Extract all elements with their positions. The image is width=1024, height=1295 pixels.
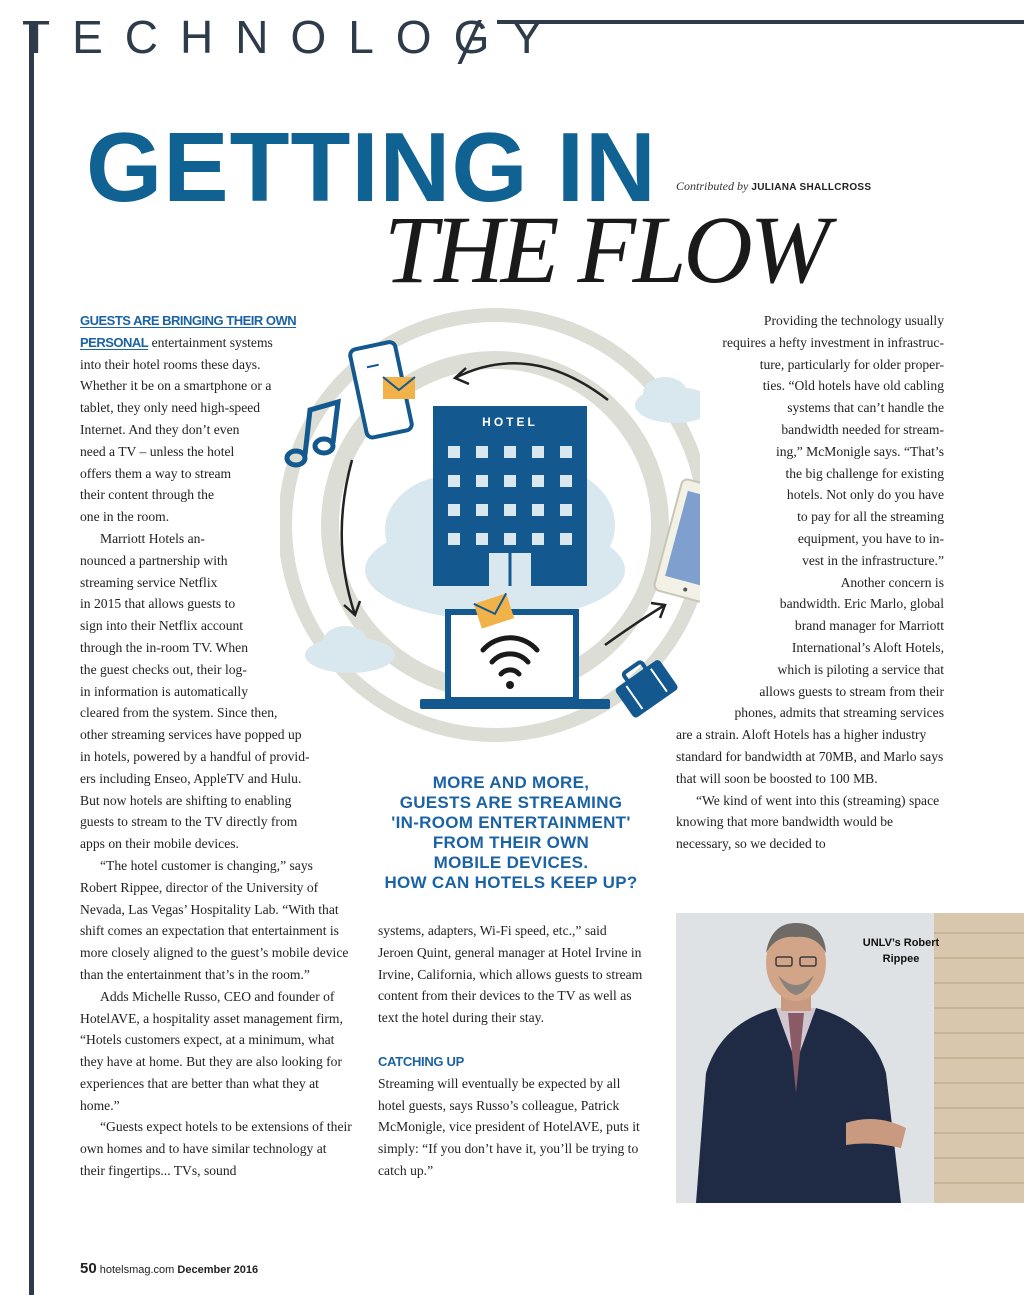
text-line: their content through the (80, 487, 215, 503)
lead-in-line-2: PERSONAL (80, 334, 149, 350)
text-line: phones, admits that streaming services (734, 705, 944, 721)
paragraph: Adds Michelle Russo, CEO and founder of HotelAVE, a hospitality asset management firm, “Hotels customers expect, at a minimum, what they have at home. But they are also looking for experiences that are better than what they at home.” (80, 988, 343, 1113)
section-label: TECHNOLOGY (22, 11, 565, 63)
text-line: apps on their mobile devices. (80, 836, 239, 852)
text-line: ture, particularly for older proper- (759, 356, 944, 372)
text-line: in 2015 that allows guests to (80, 596, 236, 612)
page-footer (80, 1260, 258, 1277)
text-line: Marriott Hotels an- (100, 530, 205, 546)
suitcase-icon (610, 652, 679, 719)
text-line: the big challenge for existing (785, 465, 944, 481)
pull-quote-line: HOW CAN HOTELS KEEP UP? (384, 873, 638, 892)
pull-quote-line: FROM THEIR OWN (432, 833, 590, 852)
text-line: through the in-room TV. When (80, 639, 249, 655)
paragraph: “The hotel customer is changing,” says Robert Rippee, director of the University of Nevada, Las Vegas’ Hospitality Lab. “With that shift comes an expectation that entertainment is more closely aligned to the guest’s mobile device than the entertainment that’s in the room.” (80, 857, 349, 982)
article-column-2 (378, 920, 643, 1182)
text-line: into their hotel rooms these days. (80, 356, 261, 372)
portrait-photo (676, 913, 1024, 1203)
lead-in-line-1: GUESTS ARE BRINGING THEIR OWN (80, 313, 297, 328)
pull-quote (366, 773, 656, 893)
text-line: systems that can’t handle the (787, 400, 944, 416)
text-line: need a TV – unless the hotel (80, 443, 235, 459)
pull-quote-line: 'IN-ROOM ENTERTAINMENT' (391, 813, 631, 832)
text-line: nounced a partnership with (80, 552, 228, 568)
byline (676, 179, 871, 194)
text-line: the guest checks out, their log- (80, 661, 247, 677)
section-top-rule (497, 20, 1024, 24)
text-line: equipment, you have to in- (797, 530, 944, 546)
paragraph (80, 528, 352, 855)
byline-lead: Contributed by (676, 179, 749, 193)
photo-robert-rippee (676, 913, 1024, 1203)
text-line: hotels. Not only do you have (786, 487, 944, 503)
text-line: guests to stream to the TV directly from (80, 814, 298, 830)
footer-date: December 2016 (177, 1264, 259, 1276)
text-line: But now hotels are shifting to enabling (80, 792, 292, 808)
section-left-rule (29, 22, 34, 1295)
paragraph: systems, adapters, Wi-Fi speed, etc.,” said Jeroen Quint, general manager at Hotel Irvine in Irvine, California, which allows guests to stream content from their devices to the TV as well as text the hotel during their stay. (378, 923, 643, 1026)
text-line: brand manager for Marriott (794, 618, 944, 634)
text-line: Another concern is (840, 574, 944, 590)
text-line: ers including Enseo, AppleTV and Hulu. (80, 770, 302, 786)
text-line: International’s Aloft Hotels, (791, 639, 944, 655)
text-line: Whether it be on a smartphone or a (80, 378, 272, 394)
text-line: which is piloting a service that (777, 661, 944, 677)
text-line: other streaming services have popped up (80, 727, 302, 743)
paragraph: are a strain. Aloft Hotels has a higher industry standard for bandwidth at 70MB, and Marlo says that will soon be boosted to 100 MB. (676, 727, 944, 786)
pull-quote-line: MOBILE DEVICES. (433, 853, 589, 872)
paragraph: Streaming will eventually be expected by all hotel guests, says Russo’s colleague, Patrick McMonigle, vice president of HotelAVE, puts it simply: “If you don’t have it, you’ll be trying to catch up.” (378, 1075, 640, 1178)
text-line: sign into their Netflix account (80, 618, 244, 634)
pull-quote-line: GUESTS ARE STREAMING (399, 793, 623, 812)
byline-author: JULIANA SHALLCROSS (751, 182, 872, 193)
subhead: CATCHING UP (378, 1053, 465, 1069)
mail-icon (383, 377, 415, 399)
pull-quote-line: MORE AND MORE, (432, 773, 590, 792)
text-line: offers them a way to stream (80, 465, 232, 481)
hotel-building-icon (433, 406, 587, 586)
text-line: streaming service Netflix (80, 574, 218, 590)
text-line: tablet, they only need high-speed (80, 400, 261, 416)
paragraph: “Guests expect hotels to be extensions of their own homes and to have similar technology at their fingertips... TVs, sound (80, 1119, 352, 1179)
article-column-3 (676, 310, 944, 855)
paragraph (80, 310, 352, 528)
page-number: 50 (80, 1260, 97, 1277)
text-line: one in the room. (80, 509, 170, 525)
photo-caption: UNLV’s Robert Rippee (862, 937, 940, 965)
text-line: in hotels, powered by a handful of provid- (80, 748, 310, 764)
headline-line-2: THE FLOW (384, 196, 827, 303)
text-line: bandwidth needed for stream- (781, 421, 944, 437)
text-line: cleared from the system. Since then, (80, 705, 278, 721)
paragraph (676, 310, 944, 572)
article-column-1 (80, 310, 352, 1182)
building-sign: HOTEL (482, 415, 538, 429)
text-line: entertainment systems (151, 334, 273, 350)
text-line: Providing the technology usually (763, 313, 944, 328)
text-line: bandwidth. Eric Marlo, global (779, 596, 944, 612)
text-line: vest in the infrastructure.” (802, 552, 944, 568)
paragraph: “We kind of went into this (streaming) space knowing that more bandwidth would be necessary, so we decided to (676, 792, 940, 852)
text-line: ing,” McMonigle says. “That’s (775, 443, 944, 459)
text-line: in information is automatically (80, 683, 248, 699)
text-line: allows guests to stream from their (759, 683, 944, 699)
text-line: to pay for all the streaming (797, 509, 944, 525)
footer-site: hotelsmag.com (99, 1264, 175, 1276)
text-line: ties. “Old hotels have old cabling (762, 378, 944, 394)
text-line: Internet. And they don’t even (80, 421, 240, 437)
headline-line-1: GETTING IN (86, 112, 657, 222)
paragraph (676, 572, 944, 725)
text-line: requires a hefty investment in infrastruc- (722, 334, 944, 350)
